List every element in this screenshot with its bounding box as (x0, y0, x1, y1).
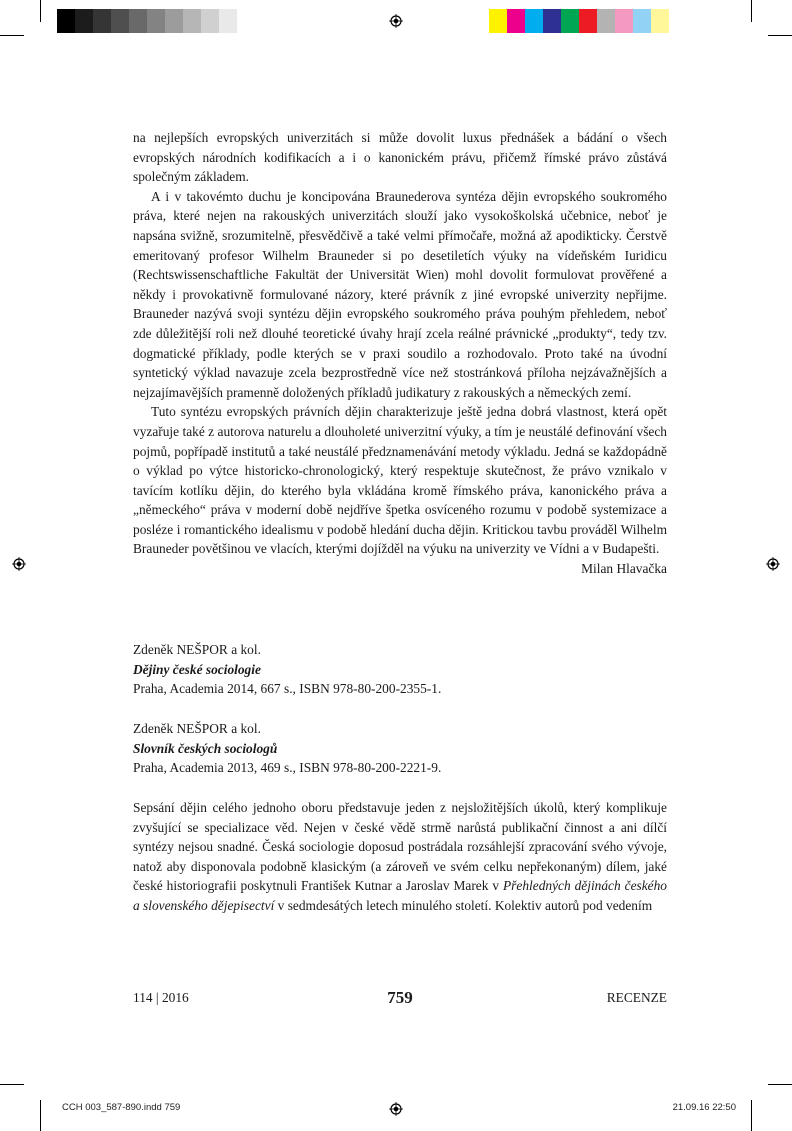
review-text-continuation (133, 128, 667, 579)
trim-mark (0, 35, 24, 36)
book-publication-info: Praha, Academia 2013, 469 s., ISBN 978-80-200-2221-9. (133, 760, 442, 776)
color-swatch (201, 9, 219, 33)
page-number: 759 (387, 988, 413, 1007)
trim-mark (40, 1100, 41, 1131)
color-swatch (219, 9, 237, 33)
trim-mark (0, 1084, 24, 1085)
grayscale-color-bar (57, 9, 237, 33)
cited-work-title: Přehledných dějinách českého a slovenského dějepisectví (133, 878, 667, 913)
trim-mark (40, 0, 41, 22)
trim-mark (768, 1084, 792, 1085)
color-swatch (147, 9, 165, 33)
color-swatch (165, 9, 183, 33)
color-swatch (75, 9, 93, 33)
paragraph-text: v sedmdesátých letech minulého století. Kolektiv autorů pod vedením (274, 897, 653, 913)
process-color-bar (489, 9, 669, 33)
color-swatch (525, 9, 543, 33)
print-slug-datetime: 21.09.16 22:50 (672, 1102, 736, 1113)
section-name: RECENZE (606, 990, 667, 1005)
color-swatch (615, 9, 633, 33)
review-text-start (133, 798, 667, 916)
book-author: Zdeněk NEŠPOR a kol. (133, 642, 261, 657)
color-swatch (651, 9, 669, 33)
color-swatch (111, 9, 129, 33)
registration-mark-icon (389, 1102, 403, 1116)
color-swatch (57, 9, 75, 33)
color-swatch (507, 9, 525, 33)
trim-mark (751, 1100, 752, 1131)
paragraph: na nejlepších evropských univerzitách si může dovolit luxus přednášek a bádání o všech evropských národních kodifikacích a i o kanonickém právu, přičemž římské právo zůstává společným základem. (133, 130, 667, 185)
book-citation (133, 719, 667, 778)
registration-mark-icon (389, 14, 403, 28)
paragraph (133, 798, 667, 916)
registration-mark-icon (766, 557, 780, 571)
registration-mark-icon (12, 557, 26, 571)
paragraph: A i v takovémto duchu je koncipována Braunederova syntéza dějin evropského soukromého práva, které nejen na rakouských univerzitách slouží jako vysokoškolská učebnice, neboť je napsána svižně, srozumitelně, přesvědčivě a také velmi přímočaře, možná až apodikticky. Čerstvě emeritovaný profesor Wilhelm Brauneder si po desetiletích výuky na vídeňském Iuridicu (Rechtswissenschaftliche Fakultät der Universität Wien) mohl dovolit formulovat prověřené a někdy i provokativně formulované názory, které právník z jiné evropské univerzity nepřijme. Brauneder nazývá svoji syntézu dějin evropského soukromého práva pouhým přehledem, neboť zde důležitější roli než dlouhé teoretické úvahy hrají zcela reálné právnické „produkty“, tedy tzv. dogmatické příklady, podle kterých se v praxi soudilo a rozhodovalo. Proto také na úvodní syntetický výklad navazuje zcela bezprostředně více než stostránková příloha nejzávažnějších a nejzajímavějších pramenně doložených příkladů judikatury z rakouských a německých zemí. (133, 188, 667, 400)
color-swatch (543, 9, 561, 33)
trim-mark (768, 35, 792, 36)
book-author: Zdeněk NEŠPOR a kol. (133, 721, 261, 736)
color-swatch (183, 9, 201, 33)
color-swatch (597, 9, 615, 33)
review-author-signature: Milan Hlavačka (581, 561, 667, 577)
book-title: Slovník českých sociologů (133, 740, 278, 756)
paragraph: Tuto syntézu evropských právních dějin charakterizuje ještě jedna dobrá vlastnost, která opět vyzařuje také z autorova naturelu a dlouholeté univerzitní výuky, a tím je neustálé definování všech pojmů, popřípadě institutů a také neustálé předznamenávání metody výkladu. Jedná se každopádně o výklad po výtce historicko-chronologický, který respektuje skutečnost, že právo vznikalo v tavícím kotlíku dějin, do kterého byla vkládána kromě římského práva, kanonického práva a „německého“ práva v moderní době nejdříve špetka osvíceného rozumu v podobě systemizace a posléze i romantického idealismu v podobě hledání ducha dějin. Kritickou tavbu prováděl Wilhelm Brauneder povětšinou ve vlacích, kterými dojížděl na výuku na univerzity ve Vídni a v Budapešti. (133, 404, 667, 557)
trim-mark (751, 0, 752, 22)
book-publication-info: Praha, Academia 2014, 667 s., ISBN 978-80-200-2355-1. (133, 681, 442, 697)
color-swatch (93, 9, 111, 33)
color-swatch (633, 9, 651, 33)
color-swatch (129, 9, 147, 33)
journal-issue: 114 | 2016 (133, 990, 189, 1005)
color-swatch (561, 9, 579, 33)
book-title: Dějiny české sociologie (133, 661, 261, 677)
print-slug-file: CCH 003_587-890.indd 759 (62, 1102, 181, 1113)
page-footer (133, 988, 667, 1010)
color-swatch (489, 9, 507, 33)
color-swatch (579, 9, 597, 33)
paragraph-text: Sepsání dějin celého jednoho oboru představuje jeden z nejsložitějších úkolů, který komplikuje zvyšující se specializace věd. Nejen v české vědě strmě narůstá publikační činnost a ani dílčí syntézy nejsou snadné. Česká sociologie doposud postrádala rozsáhlejší zpracování svého vývoje, natož aby disponovala podobně klasickým (a zároveň ve svém celku nepřekonaným) dílem, jaké české historiografii poskytnuli František Kutnar a Jaroslav Marek v (133, 800, 667, 894)
book-citation (133, 640, 667, 699)
